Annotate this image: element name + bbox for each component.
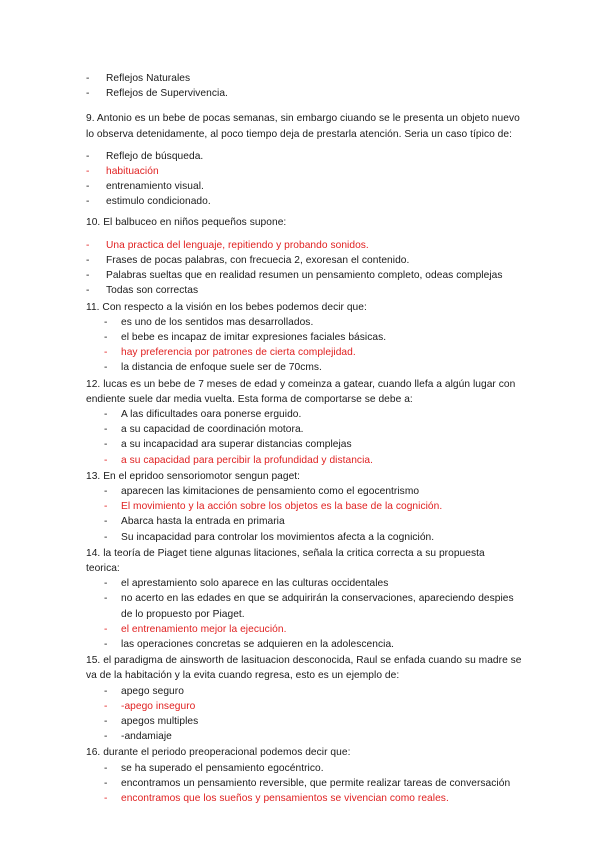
option-text: Todas son correctas xyxy=(106,285,199,297)
bullet-dash: - xyxy=(104,731,108,743)
correct-answer-text: habituación xyxy=(106,166,159,177)
bullet-dash: - xyxy=(104,516,108,528)
bullet-dash: - xyxy=(104,424,108,436)
option-text: es uno de los sentidos mas desarrollados. xyxy=(121,316,314,328)
correct-answer-text: hay preferencia por patrones de cierta complejidad. xyxy=(121,347,356,359)
question-text: 13. En el epridoo sensoriomotor sengun paget: xyxy=(86,470,301,482)
bullet-dash: - xyxy=(104,700,108,712)
bullet-dash: - xyxy=(104,439,108,451)
option-text: entrenamiento visual. xyxy=(106,181,204,193)
bullet-dash: - xyxy=(86,166,90,177)
bullet-dash: - xyxy=(104,409,108,420)
bullet-dash: - xyxy=(86,73,90,84)
correct-answer-text: el entrenamiento mejor la ejecución. xyxy=(121,623,287,635)
bullet-dash: - xyxy=(104,454,108,466)
option-text: aparecen las kimitaciones de pensamiento como el egocentrismo xyxy=(121,486,420,497)
option-text: las operaciones concretas se adquieren en la adolescencia. xyxy=(121,639,395,650)
correct-answer-text: -apego inseguro xyxy=(121,700,196,712)
option-text: Su incapacidad para controlar los movimientos afecta a la cognición. xyxy=(121,531,435,543)
option-text: Reflejos de Supervivencia. xyxy=(106,88,228,100)
correct-answer-text: encontramos que los sueños y pensamientos se vivencian como reales. xyxy=(121,793,449,804)
bullet-dash: - xyxy=(104,685,108,697)
option-text: a su incapacidad ara superar distancias complejas xyxy=(121,439,352,451)
question-text: teorica: xyxy=(86,563,120,574)
bullet-dash: - xyxy=(104,716,108,727)
bullet-dash: - xyxy=(86,255,90,266)
bullet-dash: - xyxy=(86,88,90,100)
option-text: a su capacidad de coordinación motora. xyxy=(121,424,304,436)
question-text: va de la habitación y la evita cuando regresa, esto es un ejemplo de: xyxy=(86,670,400,682)
bullet-dash: - xyxy=(104,777,108,789)
option-text: A las dificultades oara ponerse erguido. xyxy=(121,409,302,420)
option-text: Palabras sueltas que en realidad resumen un pensamiento completo, odeas complejas xyxy=(106,270,503,282)
option-text-continuation: de lo propuesto por Piaget. xyxy=(121,608,245,620)
bullet-dash: - xyxy=(104,593,108,605)
correct-answer-text: a su capacidad para percibir la profundidad y distancia. xyxy=(121,454,373,466)
bullet-dash: - xyxy=(86,239,90,251)
bullet-dash: - xyxy=(104,578,108,590)
bullet-dash: - xyxy=(104,347,108,359)
option-text: la distancia de enfoque suele ser de 70cms. xyxy=(121,362,322,374)
option-text: el bebe es incapaz de imitar expresiones faciales básicas. xyxy=(121,332,387,343)
correct-answer-text: Una practica del lenguaje, repitiendo y probando sonidos. xyxy=(106,239,369,251)
option-text: apegos multiples xyxy=(121,716,199,727)
bullet-dash: - xyxy=(86,196,90,208)
option-text: Abarca hasta la entrada en primaria xyxy=(121,516,285,528)
question-text: lo observa detenidamente, al poco tiempo deja de prestarla atención. Seria un caso típico de: xyxy=(86,128,512,140)
option-text: encontramos un pensamiento reversible, que permite realizar tareas de conversación xyxy=(121,777,511,789)
option-text: estimulo condicionado. xyxy=(106,196,211,208)
option-text: no acerto en las edades en que se adquirirán la conservaciones, apareciendo despies xyxy=(121,593,514,605)
bullet-dash: - xyxy=(104,623,108,635)
option-text: -andamiaje xyxy=(121,731,172,743)
question-text: 12. lucas es un bebe de 7 meses de edad y comeinza a gatear, cuando llefa a algún lugar con xyxy=(86,378,516,390)
option-text: Reflejos Naturales xyxy=(106,73,191,84)
bullet-dash: - xyxy=(86,181,90,193)
option-text: Reflejo de búsqueda. xyxy=(106,150,204,162)
bullet-dash: - xyxy=(104,531,108,543)
question-text: 10. El balbuceo en niños pequeños supone: xyxy=(86,216,287,228)
question-text: 15. el paradigma de ainsworth de lasituacion desconocida, Raul se enfada cuando su madre se xyxy=(86,655,522,667)
option-text: Frases de pocas palabras, con frecuecia 2, exoresan el contenido. xyxy=(106,255,410,266)
question-text: 16. durante el periodo preoperacional podemos decir que: xyxy=(86,747,351,759)
bullet-dash: - xyxy=(104,332,108,343)
bullet-dash: - xyxy=(104,486,108,497)
question-text: 9. Antonio es un bebe de pocas semanas, sin embargo ciuando se le presenta un objeto nuevo xyxy=(86,113,520,125)
bullet-dash: - xyxy=(104,501,108,513)
bullet-dash: - xyxy=(104,316,108,328)
question-text: 11. Con respecto a la visión en los bebes podemos decir que: xyxy=(86,301,367,313)
bullet-dash: - xyxy=(86,285,90,297)
bullet-dash: - xyxy=(104,762,108,774)
option-text: el aprestamiento solo aparece en las culturas occidentales xyxy=(121,578,389,590)
bullet-dash: - xyxy=(104,639,108,650)
bullet-dash: - xyxy=(104,362,108,374)
correct-answer-text: El movimiento y la acción sobre los objetos es la base de la cognición. xyxy=(121,501,443,513)
option-text: se ha superado el pensamiento egocéntrico. xyxy=(121,762,324,774)
question-text: endiente suele dar media vuelta. Esta forma de comportarse se debe a: xyxy=(86,393,413,405)
option-text: apego seguro xyxy=(121,685,184,697)
bullet-dash: - xyxy=(86,270,90,282)
bullet-dash: - xyxy=(86,150,90,162)
bullet-dash: - xyxy=(104,793,108,804)
question-text: 14. la teoría de Piaget tiene algunas litaciones, señala la critica correcta a su propuesta xyxy=(86,547,485,559)
